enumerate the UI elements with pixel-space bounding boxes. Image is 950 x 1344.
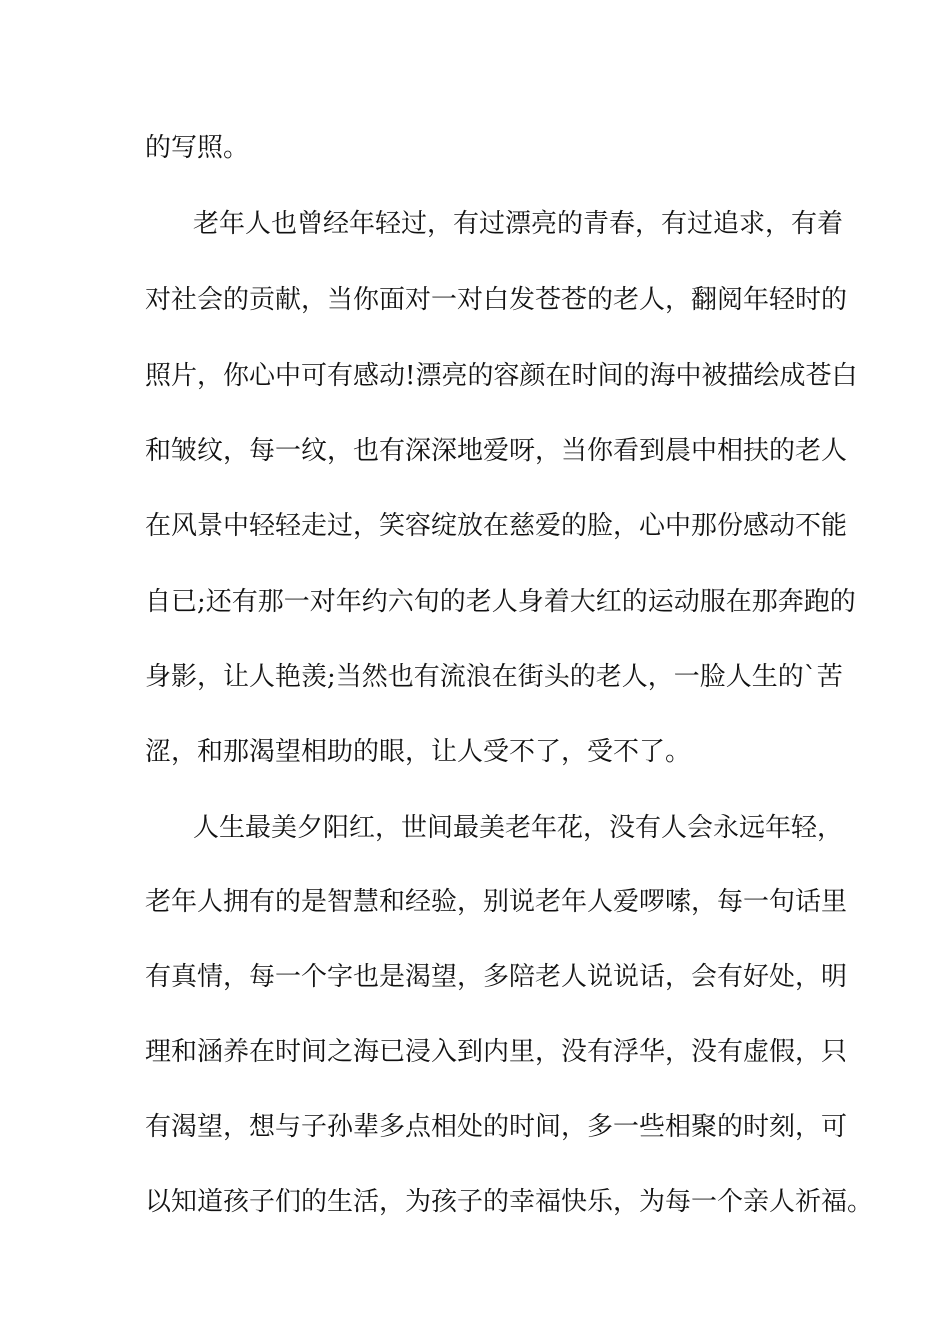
text-line-14: 有渴望，想与子孙辈多点相处的时间，多一些相聚的时刻，可 xyxy=(145,1112,848,1142)
text-line-12: 有真情，每一个字也是渴望，多陪老人说说话，会有好处，明 xyxy=(145,962,848,992)
text-line-15: 以知道孩子们的生活，为孩子的幸福快乐，为每一个亲人祈福。 xyxy=(145,1187,874,1217)
text-line-3: 对社会的贡献，当你面对一对白发苍苍的老人，翻阅年轻时的 xyxy=(145,285,848,315)
text-line-7: 自已;还有那一对年约六旬的老人身着大红的运动服在那奔跑的 xyxy=(145,587,856,617)
text-line-11: 老年人拥有的是智慧和经验，别说老年人爱啰嗦，每一句话里 xyxy=(145,887,848,917)
text-line-5: 和皱纹，每一纹，也有深深地爱呀，当你看到晨中相扶的老人 xyxy=(145,436,848,466)
text-line-6: 在风景中轻轻走过，笑容绽放在慈爱的脸，心中那份感动不能 xyxy=(145,511,848,541)
text-line-2: 老年人也曾经年轻过，有过漂亮的青春，有过追求，有着 xyxy=(193,209,844,239)
text-line-8: 身影，让人艳羡;当然也有流浪在街头的老人，一脸人生的`苦 xyxy=(145,662,843,692)
text-line-1: 的写照。 xyxy=(145,133,250,163)
text-line-13: 理和涵养在时间之海已浸入到内里，没有浮华，没有虚假，只 xyxy=(145,1037,848,1067)
text-line-10: 人生最美夕阳红，世间最美老年花，没有人会永远年轻， xyxy=(193,813,844,843)
text-line-4: 照片，你心中可有感动!漂亮的容颜在时间的海中被描绘成苍白 xyxy=(145,361,858,391)
text-line-9: 涩，和那渴望相助的眼，让人受不了，受不了。 xyxy=(145,737,692,767)
